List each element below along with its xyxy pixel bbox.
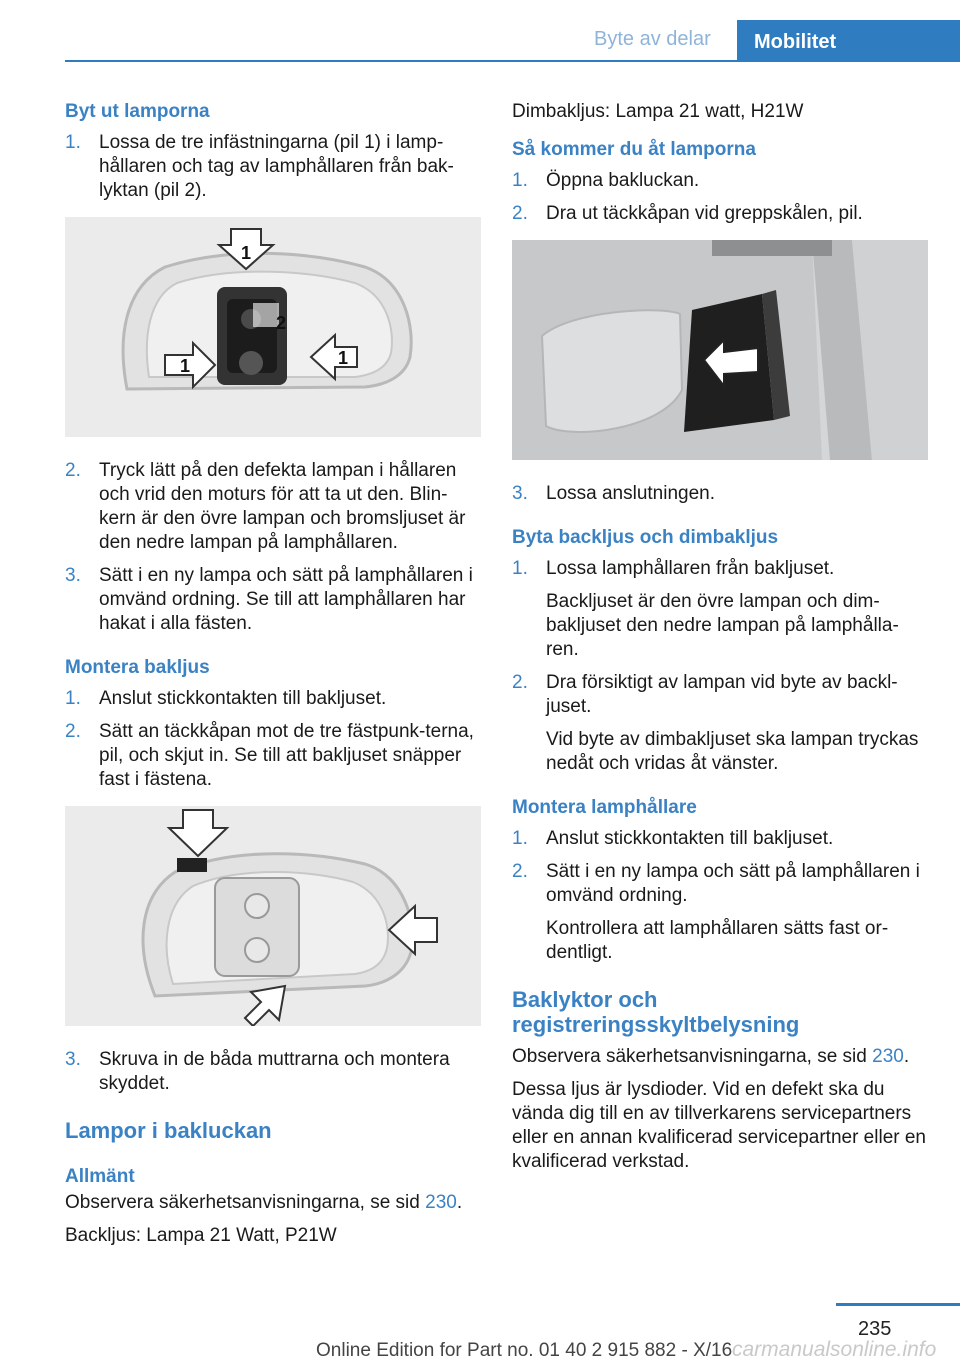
- heading-replace-lamps: Byt ut lamporna: [65, 101, 210, 122]
- list-body: [546, 671, 928, 776]
- list-text: Sätt i en ny lampa och sätt på lamphållaren i omvänd ordning.: [546, 861, 920, 906]
- figure-1-illustration: [65, 217, 481, 437]
- safety-note: [512, 1045, 928, 1069]
- list-item: [512, 671, 928, 776]
- list-number: 2.: [65, 460, 81, 481]
- list-subtext: Kontrollera att lamphållaren sätts fast or-dentligt.: [546, 918, 889, 963]
- list-text: Sätt i en ny lampa och sätt på lamphållaren i omvänd ordning. Se till att lamphållaren har hakat i alla fästen.: [99, 565, 473, 634]
- list-text: Lossa anslutningen.: [546, 483, 716, 504]
- list-subtext: Vid byte av dimbakljuset ska lampan tryckas nedåt och vridas åt vänster.: [546, 729, 919, 774]
- list-body: [546, 557, 928, 662]
- reverse-light-spec: Backljus: Lampa 21 Watt, P21W: [65, 1225, 337, 1246]
- list-number: 2.: [512, 672, 528, 693]
- list-item: [65, 720, 481, 792]
- figure-2-illustration: [65, 806, 481, 1026]
- list-subtext: Backljuset är den övre lampan och dim-bakljuset den nedre lampan på lamphålla-ren.: [546, 591, 899, 660]
- footer-edition: Online Edition for Part no. 01 40 2 915 882 - X/16: [316, 1340, 733, 1361]
- list-number: 2.: [512, 861, 528, 882]
- figure-label-1-top: 1: [240, 243, 252, 263]
- right-column: [512, 100, 928, 1183]
- fog-light-spec: Dimbakljus: Lampa 21 watt, H21W: [512, 101, 804, 122]
- heading-general: Allmänt: [65, 1166, 135, 1187]
- list-number: 1.: [512, 828, 528, 849]
- page-number-rule: [836, 1303, 960, 1306]
- list-item: [512, 557, 928, 662]
- list-number: 3.: [65, 1049, 81, 1070]
- list-item: [512, 482, 928, 506]
- list-number: 1.: [65, 132, 81, 153]
- watermark: carmanualsonline.info: [732, 1338, 937, 1361]
- list-text: Lossa lamphållaren från bakljuset.: [546, 558, 835, 579]
- list-item: [512, 169, 928, 193]
- heading-mount-reverse-light: Montera bakljus: [65, 657, 210, 678]
- list-text: Dra ut täckkåpan vid greppskålen, pil.: [546, 203, 863, 224]
- list-item: [65, 687, 481, 711]
- section-title-license-plate-lights: Baklyktor och registreringsskyltbelysning: [512, 987, 800, 1037]
- list-text: Dra försiktigt av lampan vid byte av backl-juset.: [546, 672, 898, 717]
- page-number: 235: [858, 1318, 892, 1340]
- list-number: 1.: [512, 170, 528, 191]
- list-item: [512, 202, 928, 226]
- safety-text: Observera säkerhetsanvisningarna, se sid: [512, 1046, 873, 1067]
- list-body: [546, 860, 928, 965]
- list-item: [65, 1048, 481, 1096]
- list-number: 2.: [65, 721, 81, 742]
- heading-mount-holder: Montera lamphållare: [512, 797, 697, 818]
- list-item: [512, 860, 928, 965]
- list-number: 3.: [65, 565, 81, 586]
- led-note: Dessa ljus är lysdioder. Vid en defekt ska du vända dig till en av tillverkarens servicepartners eller en annan kvalificerad servicepartner eller en kvalificerad verkstad.: [512, 1079, 927, 1172]
- safety-text: Observera säkerhetsanvisningarna, se sid: [65, 1192, 426, 1213]
- list-item: [65, 564, 481, 636]
- page-link-230[interactable]: 230: [425, 1192, 457, 1213]
- list-item: [65, 131, 481, 203]
- heading-access-lamps: Så kommer du åt lamporna: [512, 139, 756, 160]
- list-number: 3.: [512, 483, 528, 504]
- figure-trunk-cover: [512, 240, 928, 460]
- figure-3-illustration: [512, 240, 928, 460]
- page-link-230[interactable]: 230: [872, 1046, 904, 1067]
- figure-cover-mount: [65, 806, 481, 1026]
- figure-label-1-left: 1: [179, 356, 191, 376]
- list-text: Sätt an täckkåpan mot de tre fästpunk-terna, pil, och skjut in. Se till att bakljuset snäpper fast i fästena.: [99, 721, 474, 790]
- list-text: Anslut stickkontakten till bakljuset.: [546, 828, 834, 849]
- left-column: [65, 100, 481, 1257]
- list-item: [65, 459, 481, 555]
- list-text: Anslut stickkontakten till bakljuset.: [99, 688, 387, 709]
- list-number: 1.: [65, 688, 81, 709]
- figure-label-2: 2: [275, 313, 287, 333]
- safety-note: [65, 1191, 481, 1215]
- heading-change-reverse-fog: Byta backljus och dimbakljus: [512, 527, 779, 548]
- list-text: Tryck lätt på den defekta lampan i hållaren och vrid den moturs för att ta ut den. Blin-kern är den övre lampan och bromsljuset är den nedre lampan på lamphållaren.: [99, 460, 466, 553]
- figure-label-1-right: 1: [337, 348, 349, 368]
- list-text: Lossa de tre infästningarna (pil 1) i lamp-hållaren och tag av lamphållaren från bak-lyktan (pil 2).: [99, 132, 454, 201]
- header-chapter-tab: Mobilitet: [737, 20, 960, 62]
- section-title-trunk-lamps: Lampor i bakluckan: [65, 1118, 272, 1143]
- safety-period: .: [456, 1192, 463, 1213]
- list-number: 1.: [512, 558, 528, 579]
- list-text: Skruva in de båda muttrarna och montera skyddet.: [99, 1049, 450, 1094]
- list-text: Öppna bakluckan.: [546, 170, 700, 191]
- header-section-label: Byte av delar: [594, 28, 711, 50]
- safety-period: .: [903, 1046, 910, 1067]
- list-item: [512, 827, 928, 851]
- list-number: 2.: [512, 203, 528, 224]
- figure-rear-light-holder: [65, 217, 481, 437]
